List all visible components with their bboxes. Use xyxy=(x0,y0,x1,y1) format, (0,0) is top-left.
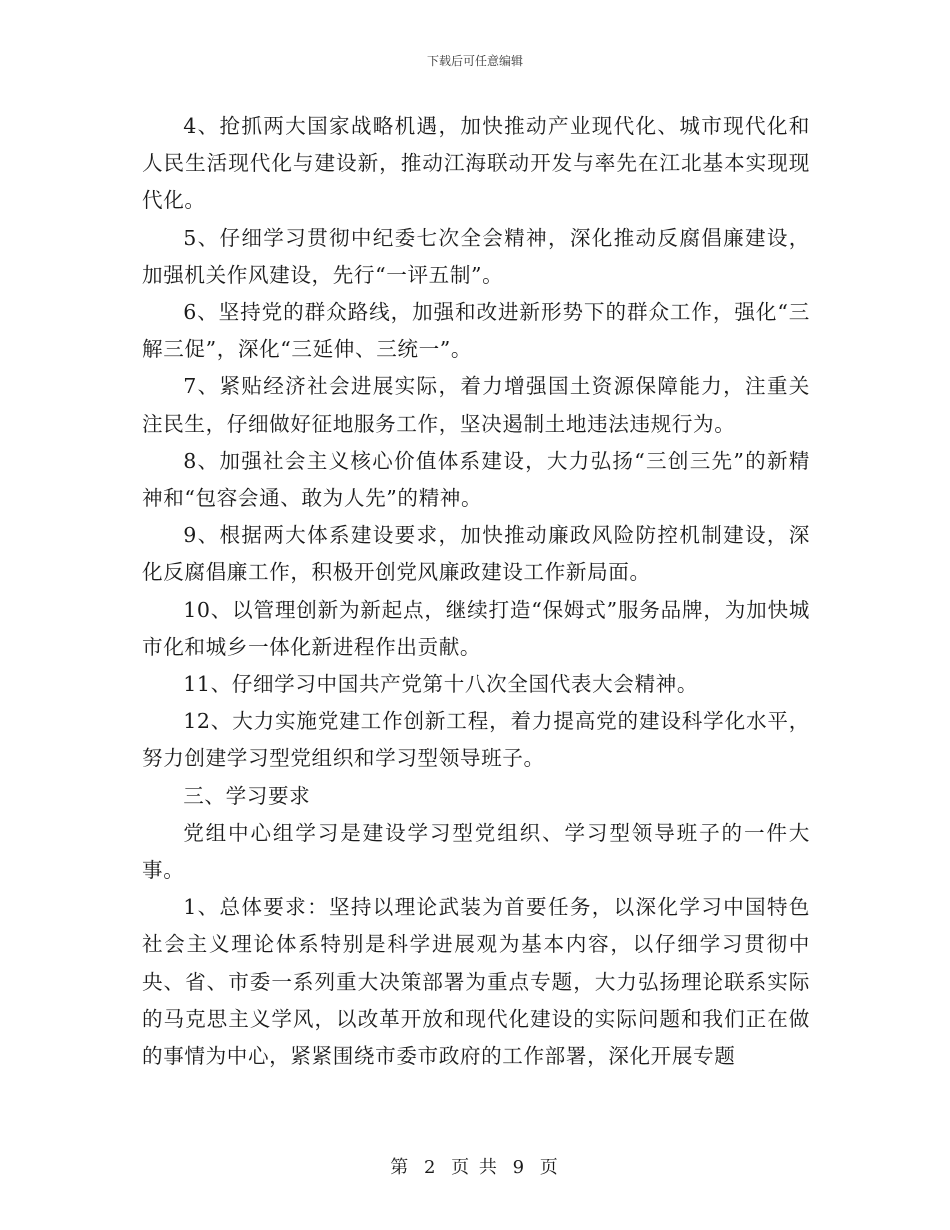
paragraph-overall-requirements: 1、总体要求：坚持以理论武装为首要任务，以深化学习中国特色社会主义理论体系特别是科学进展观为基本内容，以仔细学习贯彻中央、省、市委一系列重大决策部署为重点专题，大力弘扬理论联系实际的马克思主义学风，以改革开放和现代化建设的实际问题和我们正在做的事情为中心，紧紧围绕市委市政府的工作部署，深化开展专题 xyxy=(142,895,810,1069)
current-page-number: 2 xyxy=(423,1157,438,1178)
paragraph-item-8: 8、加强社会主义核心价值体系建设，大力弘扬“三创三先”的新精神和“包容会通、敢为人先”的精神。 xyxy=(142,448,810,511)
page-header: 下载后可任意编辑 xyxy=(426,54,523,68)
paragraph-intro: 党组中心组学习是建设学习型党组织、学习型领导班子的一件大事。 xyxy=(142,820,810,883)
page-footer xyxy=(0,1153,950,1179)
paragraph-item-9: 9、根据两大体系建设要求，加快推动廉政风险防控机制建设，深化反腐倡廉工作，积极开创党风廉政建设工作新局面。 xyxy=(142,523,810,585)
paragraph-item-4: 4、抢抓两大国家战略机遇，加快推动产业现代化、城市现代化和人民生活现代化与建设新，推动江海联动开发与率先在江北基本实现现代化。 xyxy=(142,114,810,213)
paragraph-item-6: 6、坚持党的群众路线，加强和改进新形势下的群众工作，强化“三解三促”，深化“三延伸、三统一”。 xyxy=(142,300,810,362)
document-body xyxy=(142,108,810,1075)
paragraph-item-11: 11、仔细学习中国共产党第十八次全国代表大会精神。 xyxy=(183,672,699,697)
footer-prefix: 第 xyxy=(390,1157,411,1178)
paragraph-item-5: 5、仔细学习贯彻中纪委七次全会精神，深化推动反腐倡廉建设，加强机关作风建设，先行“一评五制”。 xyxy=(142,225,810,287)
paragraph-item-7: 7、紧贴经济社会进展实际，着力增强国土资源保障能力，注重关注民生，仔细做好征地服务工作，坚决遏制土地违法违规行为。 xyxy=(142,374,810,436)
paragraph-item-12: 12、大力实施党建工作创新工程，着力提高党的建设科学化水平，努力创建学习型党组织和学习型领导班子。 xyxy=(142,709,810,771)
paragraph-item-10: 10、以管理创新为新起点，继续打造“保姆式”服务品牌，为加快城市化和城乡一体化新进程作出贡献。 xyxy=(142,597,810,659)
footer-suffix: 页 xyxy=(539,1157,560,1178)
total-page-count: 9 xyxy=(512,1157,527,1178)
footer-middle: 页 共 xyxy=(451,1157,499,1178)
section-heading-study-requirements: 三、学习要求 xyxy=(183,783,311,808)
